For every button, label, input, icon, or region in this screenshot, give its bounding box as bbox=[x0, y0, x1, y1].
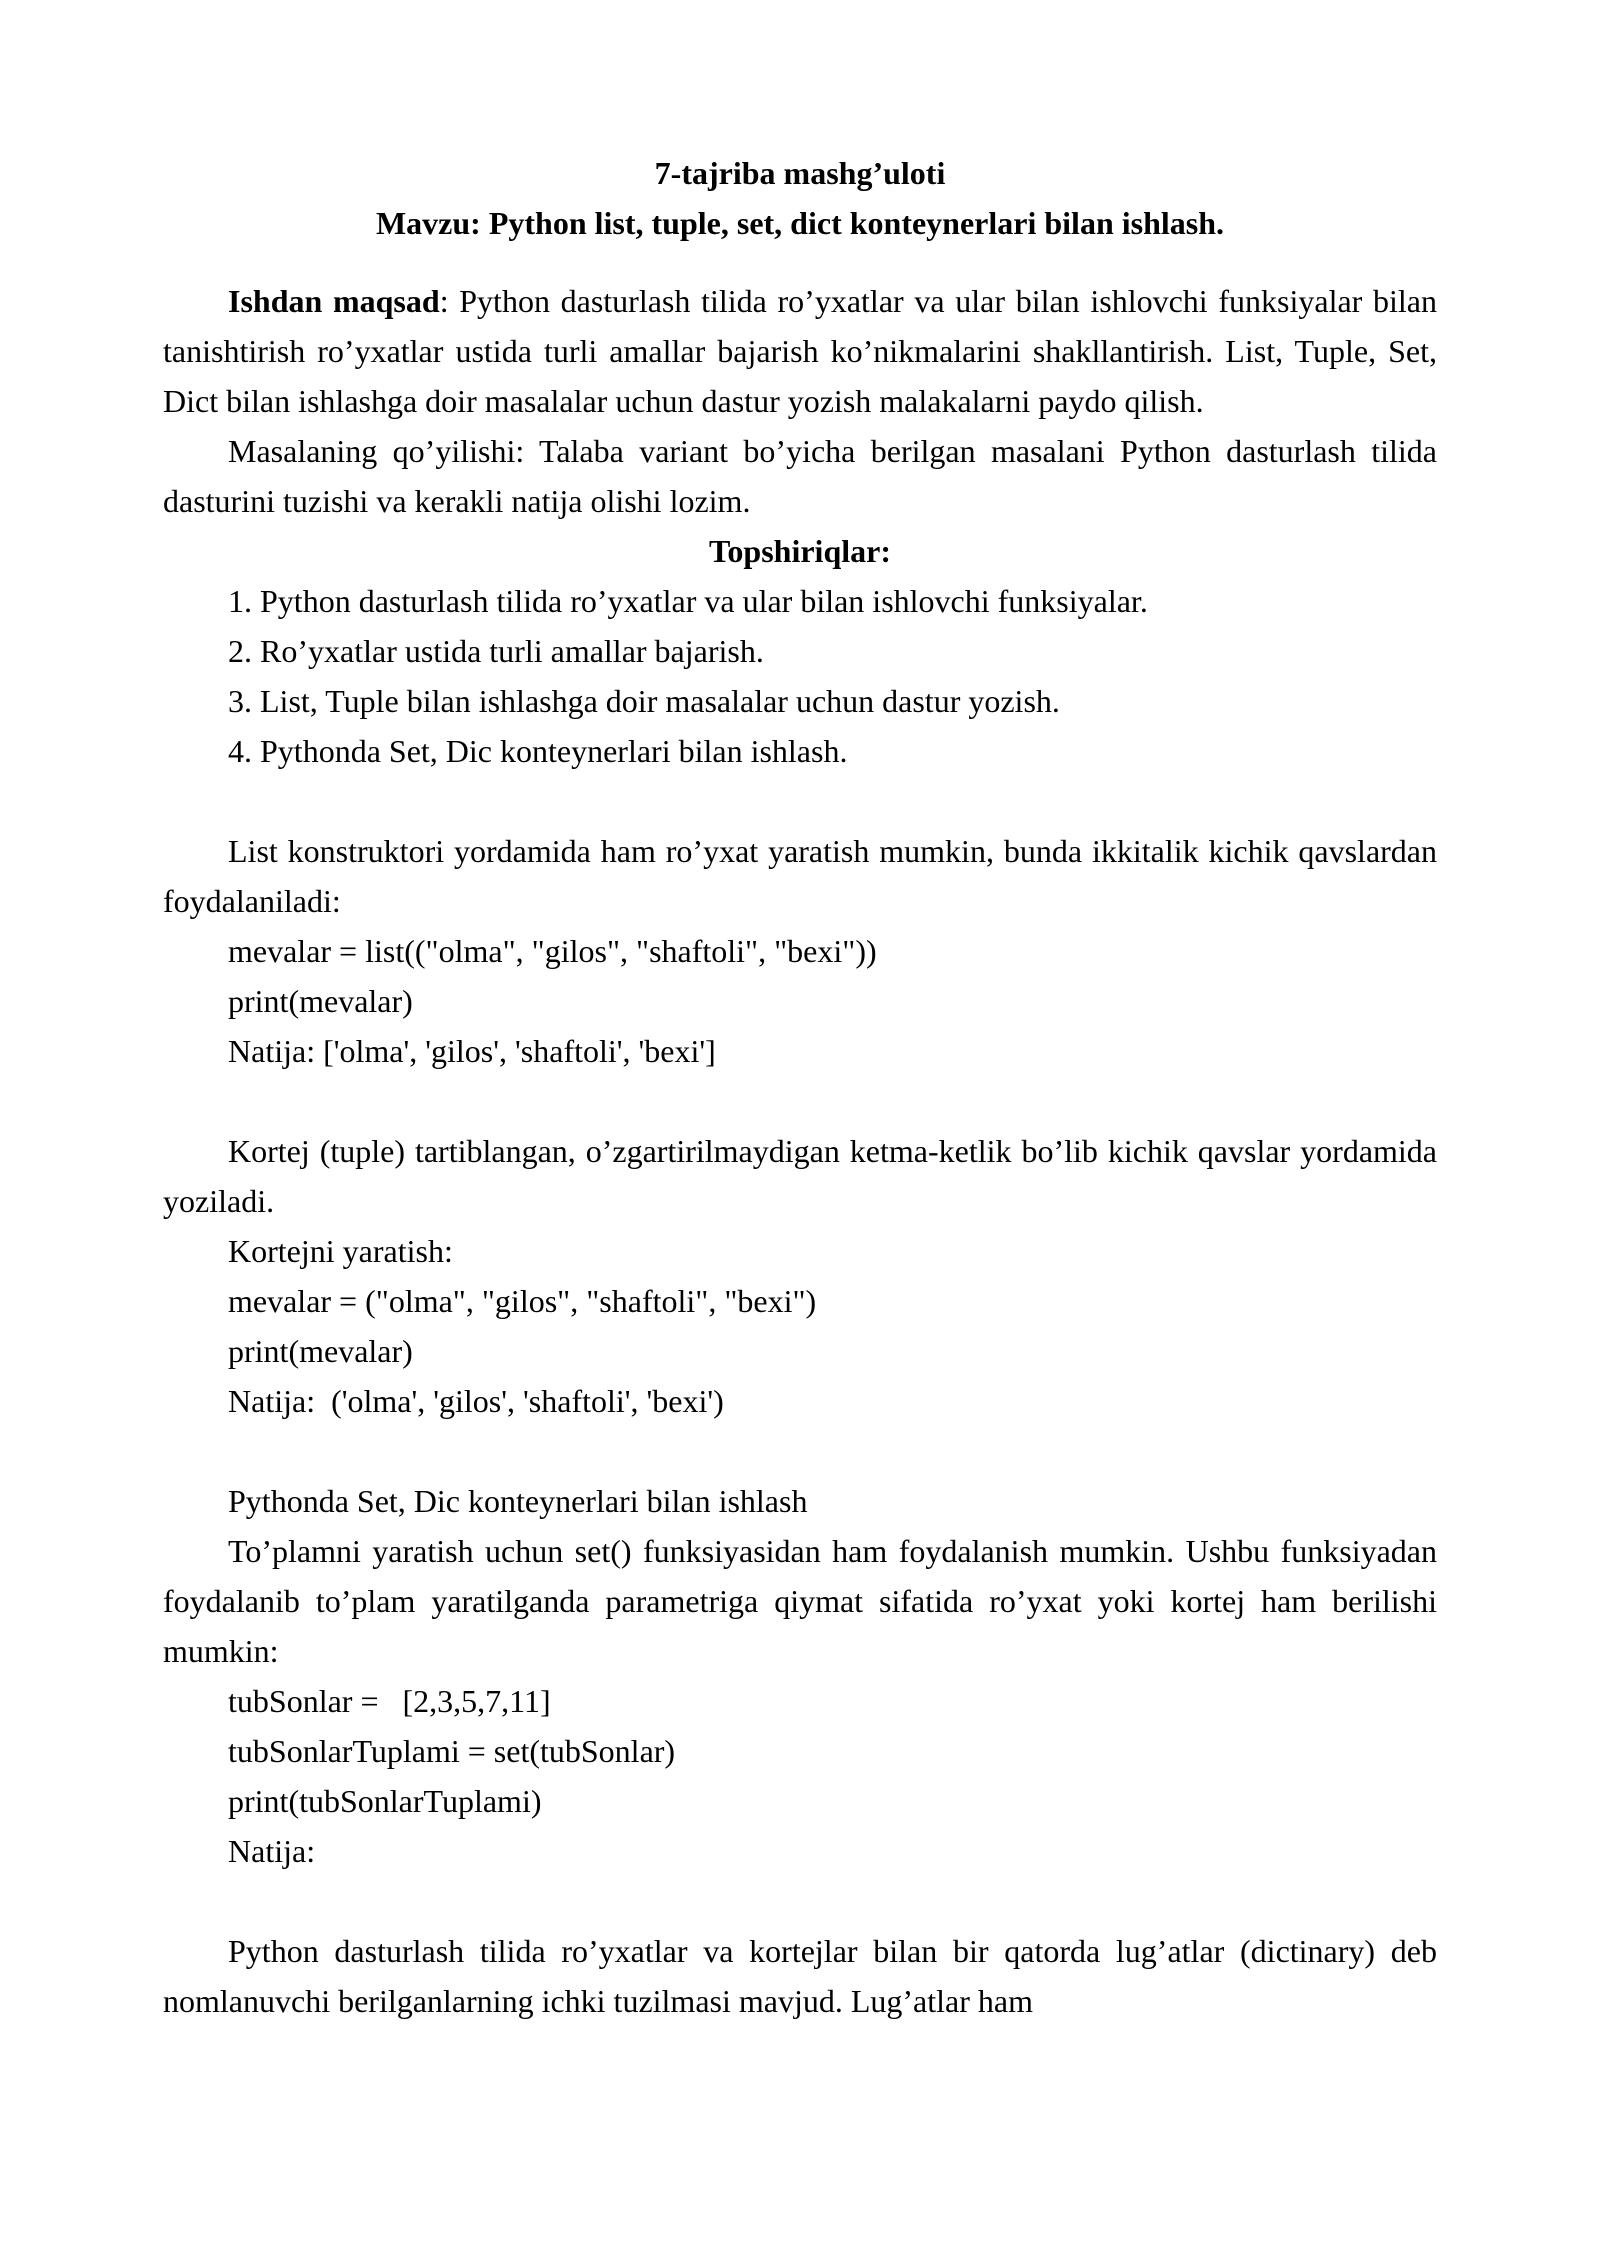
code-line-tuple-1: mevalar = ("olma", "gilos", "shaftoli", "bexi") bbox=[228, 1283, 817, 1319]
paragraph-ishdan-maqsad bbox=[163, 276, 1437, 426]
code-line-set-4: Natija: bbox=[228, 1833, 316, 1869]
paragraph-dict-intro: Python dasturlash tilida ro’yxatlar va kortejlar bilan bir qatorda lug’atlar (dictinary) deb nomlanuvchi berilganlarning ichki tuzilmasi mavjud. Lug’atlar ham bbox=[163, 1933, 1437, 2019]
code-line-list-1: mevalar = list(("olma", "gilos", "shaftoli", "bexi")) bbox=[228, 933, 877, 969]
paragraph-masala: Masalaning qo’yilishi: Talaba variant bo’yicha berilgan masalani Python dasturlash tilida dasturini tuzishi va kerakli natija olishi lozim. bbox=[163, 433, 1437, 519]
paragraph-list-intro: List konstruktori yordamida ham ro’yxat yaratish mumkin, bunda ikkitalik kichik qavslardan foydalaniladi: bbox=[163, 833, 1437, 919]
task-item-3: 3. List, Tuple bilan ishlashga doir masalalar uchun dastur yozish. bbox=[228, 683, 1060, 719]
task-item-2: 2. Ro’yxatlar ustida turli amallar bajarish. bbox=[228, 633, 764, 669]
code-line-list-3: Natija: ['olma', 'gilos', 'shaftoli', 'bexi'] bbox=[228, 1033, 716, 1069]
heading-topshiriqlar: Topshiriqlar: bbox=[709, 533, 891, 569]
task-item-1: 1. Python dasturlash tilida ro’yxatlar va ular bilan ishlovchi funksiyalar. bbox=[228, 583, 1148, 619]
paragraph-tuple-intro: Kortej (tuple) tartiblangan, o’zgartirilmaydigan ketma-ketlik bo’lib kichik qavslar yordamida yoziladi. bbox=[163, 1133, 1437, 1219]
spacer bbox=[163, 248, 1437, 276]
doc-title: 7-tajriba mashg’uloti bbox=[654, 155, 946, 191]
code-line-tuple-2: print(mevalar) bbox=[228, 1333, 413, 1369]
code-line-set-3: print(tubSonlarTuplami) bbox=[228, 1783, 542, 1819]
code-line-tuple-3: Natija: ('olma', 'gilos', 'shaftoli', 'bexi') bbox=[228, 1383, 724, 1419]
code-line-list-2: print(mevalar) bbox=[228, 983, 413, 1019]
spacer bbox=[163, 1426, 1437, 1476]
code-line-set-2: tubSonlarTuplami = set(tubSonlar) bbox=[228, 1733, 676, 1769]
ishdan-maqsad-label: Ishdan maqsad bbox=[228, 283, 440, 319]
line-kortejni-yaratish: Kortejni yaratish: bbox=[228, 1233, 453, 1269]
code-line-set-1: tubSonlar = [2,3,5,7,11] bbox=[228, 1683, 551, 1719]
doc-subtitle: Mavzu: Python list, tuple, set, dict konteynerlari bilan ishlash. bbox=[375, 205, 1225, 241]
spacer bbox=[163, 1076, 1437, 1126]
task-item-4: 4. Pythonda Set, Dic konteynerlari bilan ishlash. bbox=[228, 733, 848, 769]
ishdan-maqsad-text: : Python dasturlash tilida ro’yxatlar va ular bilan ishlovchi funksiyalar bilan tanishtirish ro’yxatlar ustida turli amallar bajarish ko’nikmalarini shakllantirish. List, Tuple, Set, Dict bilan ishlashga doir masalalar uchun dastur yozish malakalarni paydo qilish. bbox=[163, 283, 1438, 419]
line-set-heading: Pythonda Set, Dic konteynerlari bilan ishlash bbox=[228, 1483, 808, 1519]
paragraph-set-intro: To’plamni yaratish uchun set() funksiyasidan ham foydalanish mumkin. Ushbu funksiyadan foydalanib to’plam yaratilganda parametriga qiymat sifatida ro’yxat yoki kortej ham berilishi mumkin: bbox=[163, 1533, 1437, 1669]
spacer bbox=[163, 776, 1437, 826]
spacer bbox=[163, 1876, 1437, 1926]
